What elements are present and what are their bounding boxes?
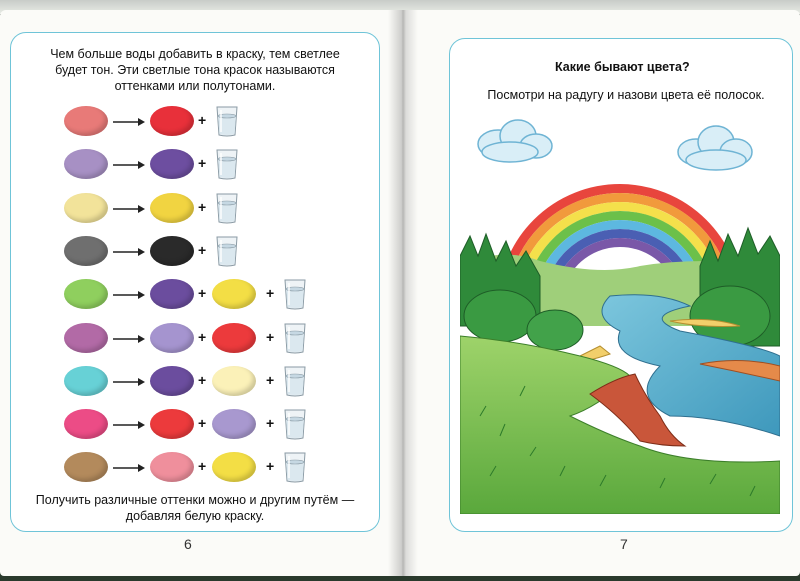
- color-row: [60, 147, 360, 183]
- added-paint-oval: [212, 366, 256, 396]
- added-paint-oval: [212, 409, 256, 439]
- page-number-left: 6: [184, 536, 192, 552]
- color-row: [60, 321, 360, 357]
- water-glass-icon: [282, 407, 308, 441]
- water-glass-icon: [282, 364, 308, 398]
- arrow-icon: [112, 115, 146, 127]
- arrow-icon: [112, 375, 146, 387]
- lighter-shade-oval: [64, 236, 108, 266]
- page-number-right: 7: [620, 536, 628, 552]
- footer-line-2: добавляя белую краску.: [125, 509, 265, 523]
- water-glass-icon: [214, 104, 240, 138]
- plus-sign: +: [266, 285, 275, 302]
- water-glass-icon: [214, 191, 240, 225]
- arrow-icon: [112, 461, 146, 473]
- plus-sign: +: [266, 328, 275, 345]
- plus-sign: +: [198, 458, 207, 475]
- base-paint-oval: [150, 106, 194, 136]
- water-glass-icon: [214, 147, 240, 181]
- plus-sign: +: [198, 415, 207, 432]
- page-title: Какие бывают цвета?: [555, 60, 690, 74]
- water-glass-icon: [282, 277, 308, 311]
- lighter-shade-oval: [64, 409, 108, 439]
- lighter-shade-oval: [64, 149, 108, 179]
- base-paint-oval: [150, 366, 194, 396]
- color-row: [60, 234, 360, 270]
- arrow-icon: [112, 158, 146, 170]
- intro-text: [20, 46, 370, 94]
- base-paint-oval: [150, 452, 194, 482]
- added-paint-oval: [212, 452, 256, 482]
- plus-sign: +: [266, 458, 275, 475]
- color-row: [60, 104, 360, 140]
- intro-text-line-3: оттенками или полутонами.: [114, 79, 276, 93]
- lighter-shade-oval: [64, 193, 108, 223]
- color-row: [60, 277, 360, 313]
- plus-sign: +: [266, 371, 275, 388]
- plus-sign: +: [198, 155, 207, 172]
- color-row: [60, 407, 360, 443]
- base-paint-oval: [150, 236, 194, 266]
- instruction-text: Посмотри на радугу и назови цвета её полосок.: [487, 88, 765, 102]
- plus-sign: +: [198, 285, 207, 302]
- footer-text: [14, 492, 376, 524]
- footer-line-1: Получить различные оттенки можно и другим путём —: [35, 493, 355, 507]
- color-row: [60, 450, 360, 486]
- arrow-icon: [112, 288, 146, 300]
- plus-sign: +: [198, 112, 207, 128]
- plus-sign: +: [198, 328, 207, 345]
- arrow-icon: [112, 202, 146, 214]
- intro-text-line-2: будет тон. Эти светлые тона красок называются: [55, 63, 335, 77]
- arrow-icon: [112, 418, 146, 430]
- plus-sign: +: [198, 371, 207, 388]
- rainbow-landscape-illustration: [460, 116, 780, 514]
- arrow-icon: [112, 332, 146, 344]
- plus-sign: +: [198, 198, 207, 215]
- lighter-shade-oval: [64, 452, 108, 482]
- arrow-icon: [112, 245, 146, 257]
- color-row: [60, 364, 360, 400]
- lighter-shade-oval: [64, 366, 108, 396]
- base-paint-oval: [150, 193, 194, 223]
- intro-text-line-1: Чем больше воды добавить в краску, тем светлее: [50, 47, 340, 61]
- lighter-shade-oval: [64, 279, 108, 309]
- book-gutter-shadow: [388, 10, 418, 576]
- lighter-shade-oval: [64, 323, 108, 353]
- added-paint-oval: [212, 279, 256, 309]
- color-row: [60, 191, 360, 227]
- base-paint-oval: [150, 409, 194, 439]
- base-paint-oval: [150, 149, 194, 179]
- water-glass-icon: [282, 450, 308, 484]
- lighter-shade-oval: [64, 106, 108, 136]
- plus-sign: +: [266, 415, 275, 432]
- water-glass-icon: [282, 321, 308, 355]
- plus-sign: +: [198, 241, 207, 258]
- added-paint-oval: [212, 323, 256, 353]
- water-glass-icon: [214, 234, 240, 268]
- base-paint-oval: [150, 279, 194, 309]
- base-paint-oval: [150, 323, 194, 353]
